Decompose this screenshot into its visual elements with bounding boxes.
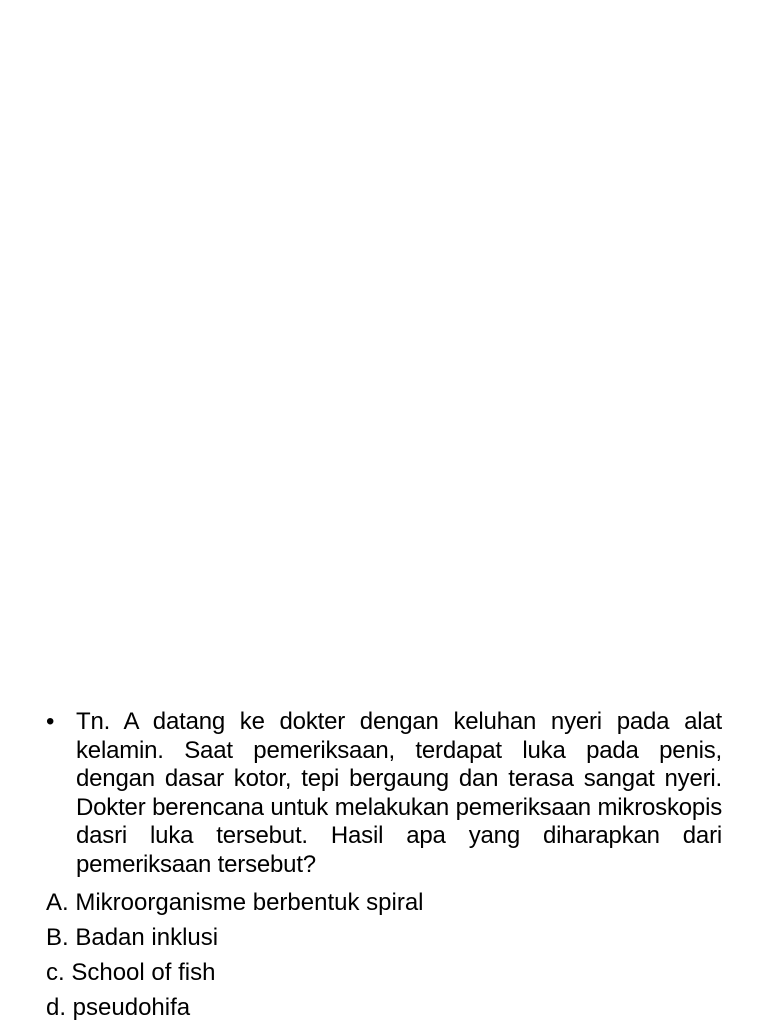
question-bullet [46,708,722,879]
slide-content [46,708,722,1025]
option-b: B. Badan inklusi [46,924,219,951]
option-d: d. pseudohifa [46,994,191,1021]
option-a: A. Mikroorganisme berbentuk spiral [46,889,424,916]
answer-options [46,885,722,1025]
bullet-icon: • [46,708,55,735]
question-text: Tn. A datang ke dokter dengan keluhan nyeri pada alat kelamin. Saat pemeriksaan, terdapat luka pada penis, dengan dasar kotor, tepi bergaung dan terasa sangat nyeri. Dokter berencana untuk melakukan pemeriksaan mikroskopis dasri luka tersebut. Hasil apa yang diharapkan dari pemeriksaan tersebut? [76,708,722,878]
option-c: c. School of fish [46,959,216,986]
